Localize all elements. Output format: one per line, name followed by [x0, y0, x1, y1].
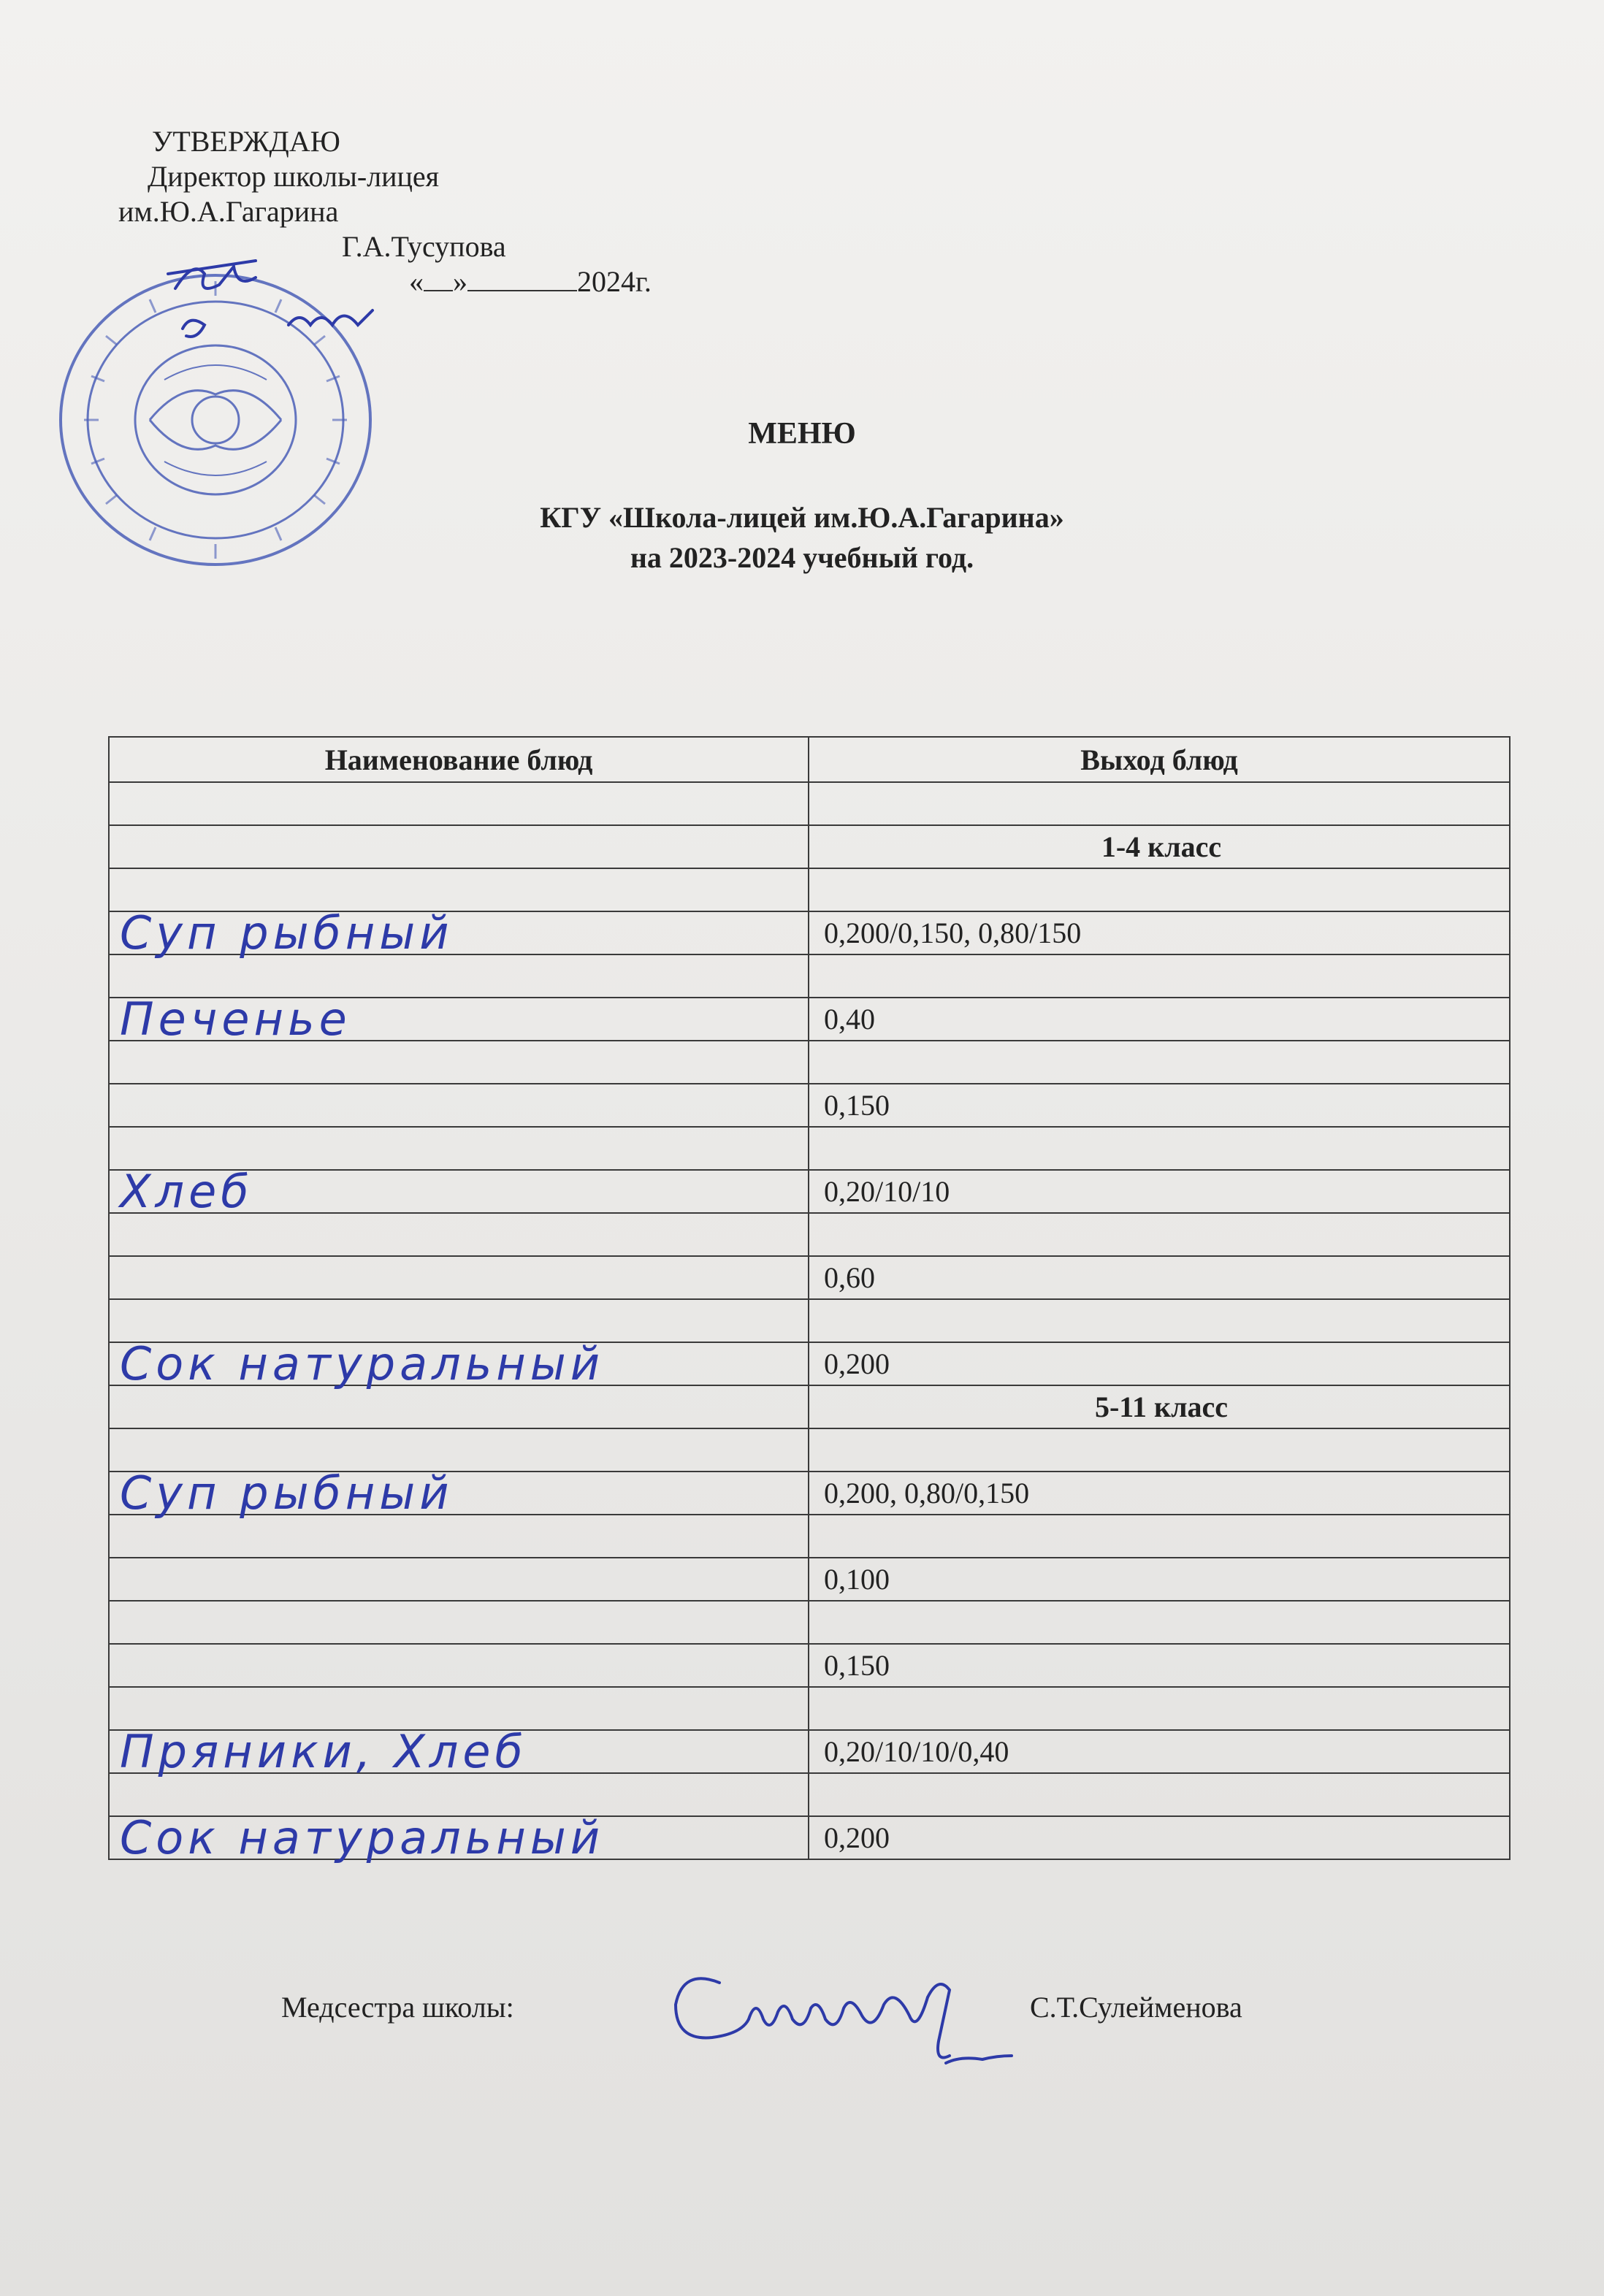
- dish-output-cell: [809, 1127, 1510, 1170]
- section-row: [109, 1385, 1510, 1428]
- dish-output-cell: [809, 868, 1510, 911]
- dish-output-cell: [809, 782, 1510, 825]
- dish-output-cell: 0,20/10/10: [809, 1170, 1510, 1213]
- class-section-label: 1-4 класс: [809, 825, 1510, 868]
- nurse-signature-icon: [661, 1953, 1026, 2078]
- dish-name-cell: [109, 1644, 809, 1687]
- dish-output-cell: [809, 1041, 1510, 1084]
- dish-output-cell: [809, 1515, 1510, 1558]
- dish-name-cell: [109, 1256, 809, 1299]
- table-row: [109, 1256, 1510, 1299]
- dish-output-cell: [809, 1213, 1510, 1256]
- dish-name-cell: [109, 1687, 809, 1730]
- dish-output-cell: [809, 1773, 1510, 1816]
- table-row: [109, 782, 1510, 825]
- table-row: [109, 1644, 1510, 1687]
- nurse-label: Медсестра школы:: [281, 1991, 514, 2024]
- table-row: [109, 1816, 1510, 1859]
- dish-name-cell: [109, 782, 809, 825]
- dish-name-cell: Пряники, Хлеб: [109, 1730, 809, 1773]
- table-row: [109, 1687, 1510, 1730]
- dish-name-cell: Суп рыбный: [109, 1472, 809, 1515]
- dish-output-cell: 0,100: [809, 1558, 1510, 1601]
- table-header-row: [109, 737, 1510, 782]
- dish-name-cell: Печенье: [109, 998, 809, 1041]
- table-row: [109, 1515, 1510, 1558]
- director-title: Директор школы-лицея: [148, 160, 440, 193]
- dish-name-cell: [109, 1385, 809, 1428]
- dish-name-cell: [109, 1773, 809, 1816]
- table-row: [109, 1773, 1510, 1816]
- dish-output-cell: 0,40: [809, 998, 1510, 1041]
- dish-name-cell: [109, 825, 809, 868]
- dish-output-cell: 0,200, 0,80/0,150: [809, 1472, 1510, 1515]
- dish-output-cell: 0,150: [809, 1084, 1510, 1127]
- dish-name-cell: Хлеб: [109, 1170, 809, 1213]
- table-row: [109, 1084, 1510, 1127]
- section-row: [109, 825, 1510, 868]
- page-title: МЕНЮ: [748, 417, 856, 451]
- dish-name-cell: [109, 1084, 809, 1127]
- dish-name-cell: [109, 1127, 809, 1170]
- dish-name-cell: [109, 1558, 809, 1601]
- table-row: [109, 1041, 1510, 1084]
- nurse-name: С.Т.Сулейменова: [1030, 1991, 1242, 2024]
- school-year: на 2023-2024 учебный год.: [630, 541, 974, 574]
- dish-output-cell: [809, 1601, 1510, 1644]
- dish-output-cell: [809, 1299, 1510, 1342]
- table-row: [109, 911, 1510, 954]
- dish-output-cell: [809, 1687, 1510, 1730]
- approval-year: 2024г.: [577, 265, 652, 298]
- approval-date-open-quote: «: [409, 265, 424, 298]
- school-name: им.Ю.А.Гагарина: [118, 195, 339, 228]
- dish-output-cell: 0,20/10/10/0,40: [809, 1730, 1510, 1773]
- table-row: [109, 1472, 1510, 1515]
- dish-name-cell: [109, 868, 809, 911]
- table-row: [109, 1342, 1510, 1385]
- approval-heading: УТВЕРЖДАЮ: [152, 125, 340, 158]
- organization-name: КГУ «Школа-лицей им.Ю.А.Гагарина»: [540, 501, 1064, 534]
- dish-name-cell: [109, 954, 809, 998]
- dish-name-cell: [109, 1213, 809, 1256]
- header-dish-output: Выход блюд: [809, 737, 1510, 782]
- header-dish-name: Наименование блюд: [109, 737, 809, 782]
- table-row: [109, 954, 1510, 998]
- table-row: [109, 1213, 1510, 1256]
- table-row: [109, 868, 1510, 911]
- dish-name-cell: [109, 1428, 809, 1472]
- table-row: [109, 1299, 1510, 1342]
- dish-name-cell: Сок натуральный: [109, 1342, 809, 1385]
- dish-output-cell: 0,60: [809, 1256, 1510, 1299]
- table-row: [109, 1127, 1510, 1170]
- dish-name-cell: Суп рыбный: [109, 911, 809, 954]
- table-row: [109, 1170, 1510, 1213]
- dish-output-cell: 0,200: [809, 1816, 1510, 1859]
- table-row: [109, 1558, 1510, 1601]
- class-section-label: 5-11 класс: [809, 1385, 1510, 1428]
- director-name: Г.А.Тусупова: [342, 230, 506, 263]
- director-signature-icon: [153, 245, 431, 354]
- table-row: [109, 1428, 1510, 1472]
- table-row: [109, 1730, 1510, 1773]
- menu-table: [108, 736, 1511, 1864]
- dish-name-cell: Сок натуральный: [109, 1816, 809, 1859]
- dish-output-cell: [809, 954, 1510, 998]
- dish-output-cell: 0,150: [809, 1644, 1510, 1687]
- dish-output-cell: [809, 1428, 1510, 1472]
- table-row: [109, 1601, 1510, 1644]
- table-row: [109, 998, 1510, 1041]
- dish-name-cell: [109, 1601, 809, 1644]
- dish-name-cell: [109, 1041, 809, 1084]
- dish-name-cell: [109, 1515, 809, 1558]
- dish-output-cell: 0,200/0,150, 0,80/150: [809, 911, 1510, 954]
- dish-output-cell: 0,200: [809, 1342, 1510, 1385]
- approval-date-close-quote: »: [453, 265, 467, 298]
- dish-name-cell: [109, 1299, 809, 1342]
- approval-date: [409, 264, 652, 299]
